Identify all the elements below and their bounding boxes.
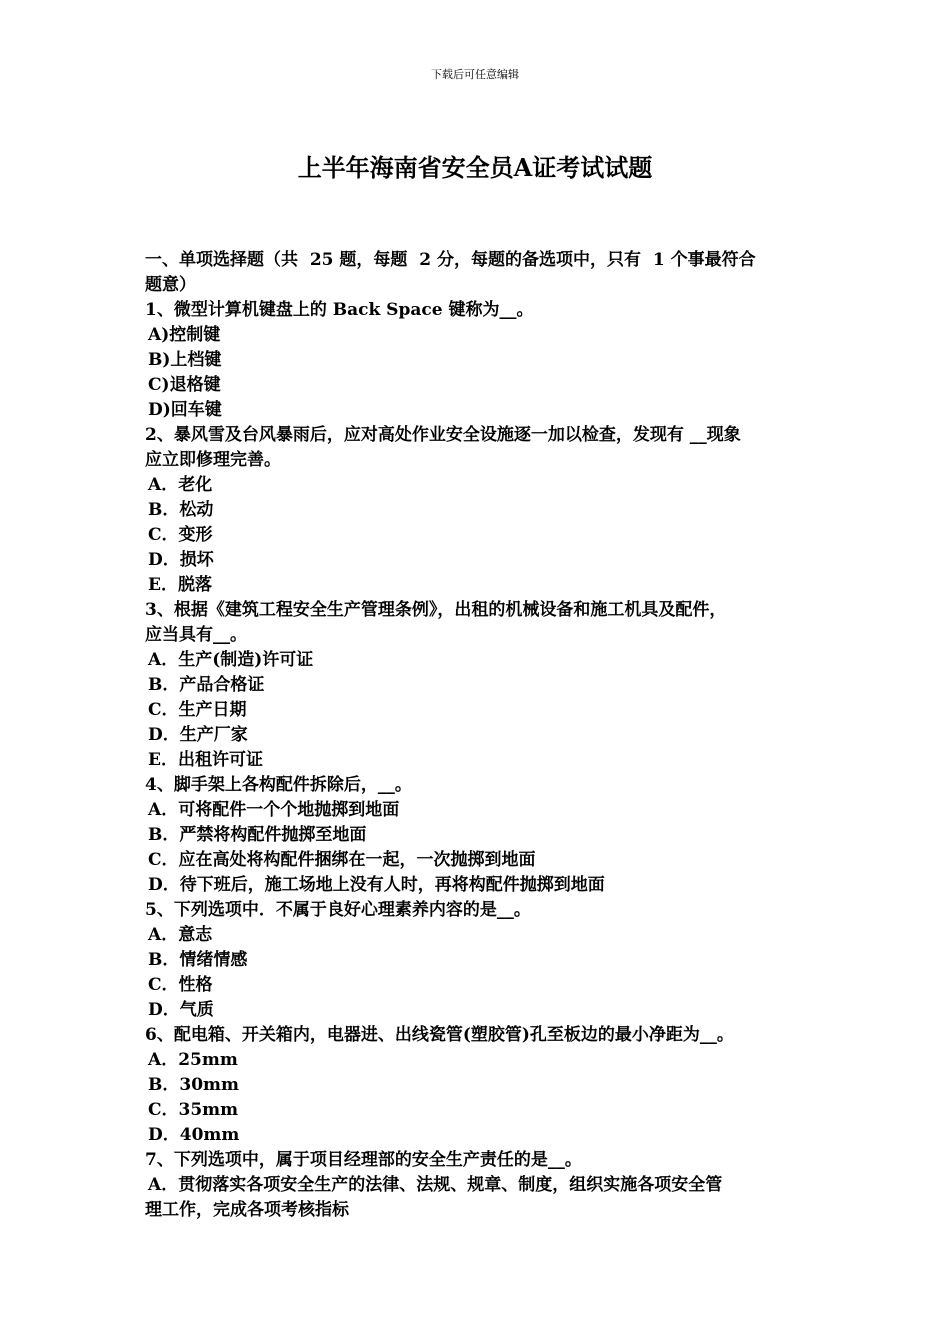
option-b: B．严禁将构配件抛掷至地面 xyxy=(148,825,367,845)
question-text: 7、下列选项中，属于项目经理部的安全生产责任的是__。 xyxy=(145,1150,582,1170)
question-text: 5、下列选项中．不属于良好心理素养内容的是__。 xyxy=(145,900,531,920)
option-e: E．出租许可证 xyxy=(148,750,263,770)
question-4 xyxy=(145,773,810,898)
page-header: 下载后可任意编辑 xyxy=(431,68,519,81)
document-body xyxy=(145,248,810,1223)
option-a: A．老化 xyxy=(148,475,213,495)
section-heading xyxy=(145,248,810,298)
question-text: 3、根据《建筑工程安全生产管理条例》，出租的机械设备和施工机具及配件， xyxy=(145,600,727,620)
option-c: C．变形 xyxy=(148,525,213,545)
option-a: A．25mm xyxy=(148,1050,238,1070)
option-d: D．待下班后，施工场地上没有人时，再将构配件抛掷到地面 xyxy=(148,875,605,895)
question-text: 应当具有__。 xyxy=(145,625,247,645)
option-b: B．情绪情感 xyxy=(148,950,248,970)
option-c: C．应在高处将构配件捆绑在一起，一次抛掷到地面 xyxy=(148,850,536,870)
question-text: 2、暴风雪及台风暴雨后，应对高处作业安全设施逐一加以检查，发现有 __现象 xyxy=(145,425,741,445)
option-c: C)退格键 xyxy=(148,375,221,395)
option-c: C．35mm xyxy=(148,1100,239,1120)
question-2 xyxy=(145,423,810,598)
option-a: A．意志 xyxy=(148,925,213,945)
question-3 xyxy=(145,598,810,773)
option-a: A．贯彻落实各项安全生产的法律、法规、规章、制度，组织实施各项安全管 xyxy=(148,1175,723,1195)
option-e: E．脱落 xyxy=(148,575,212,595)
option-a: A．生产(制造)许可证 xyxy=(148,650,314,670)
option-c: C．生产日期 xyxy=(148,700,247,720)
question-text: 应立即修理完善。 xyxy=(145,450,281,470)
question-5 xyxy=(145,898,810,1023)
option-a-continued: 理工作，完成各项考核指标 xyxy=(145,1200,349,1220)
option-b: B．产品合格证 xyxy=(148,675,265,695)
option-d: D．生产厂家 xyxy=(148,725,248,745)
question-text: 1、微型计算机键盘上的 Back Space 键称为__。 xyxy=(145,300,534,320)
option-b: B)上档键 xyxy=(148,350,222,370)
section-heading-line: 一、单项选择题（共 25 题，每题 2 分，每题的备选项中，只有 1 个事最符合 xyxy=(145,250,756,270)
option-d: D．气质 xyxy=(148,1000,214,1020)
option-b: B．30mm xyxy=(148,1075,240,1095)
question-6 xyxy=(145,1023,810,1148)
option-a: A．可将配件一个个地抛掷到地面 xyxy=(148,800,400,820)
question-1 xyxy=(145,298,810,423)
question-text: 6、配电箱、开关箱内，电器进、出线瓷管(塑胶管)孔至板边的最小净距为__。 xyxy=(145,1025,734,1045)
document-title: 上半年海南省安全员A证考试试题 xyxy=(297,153,653,182)
option-a: A)控制键 xyxy=(148,325,221,345)
option-d: D)回车键 xyxy=(148,400,222,420)
question-text: 4、脚手架上各构配件拆除后，__。 xyxy=(145,775,412,795)
option-d: D．损坏 xyxy=(148,550,214,570)
section-heading-line: 题意） xyxy=(145,275,196,295)
option-c: C．性格 xyxy=(148,975,213,995)
option-d: D．40mm xyxy=(148,1125,240,1145)
option-b: B．松动 xyxy=(148,500,214,520)
question-7 xyxy=(145,1148,810,1223)
